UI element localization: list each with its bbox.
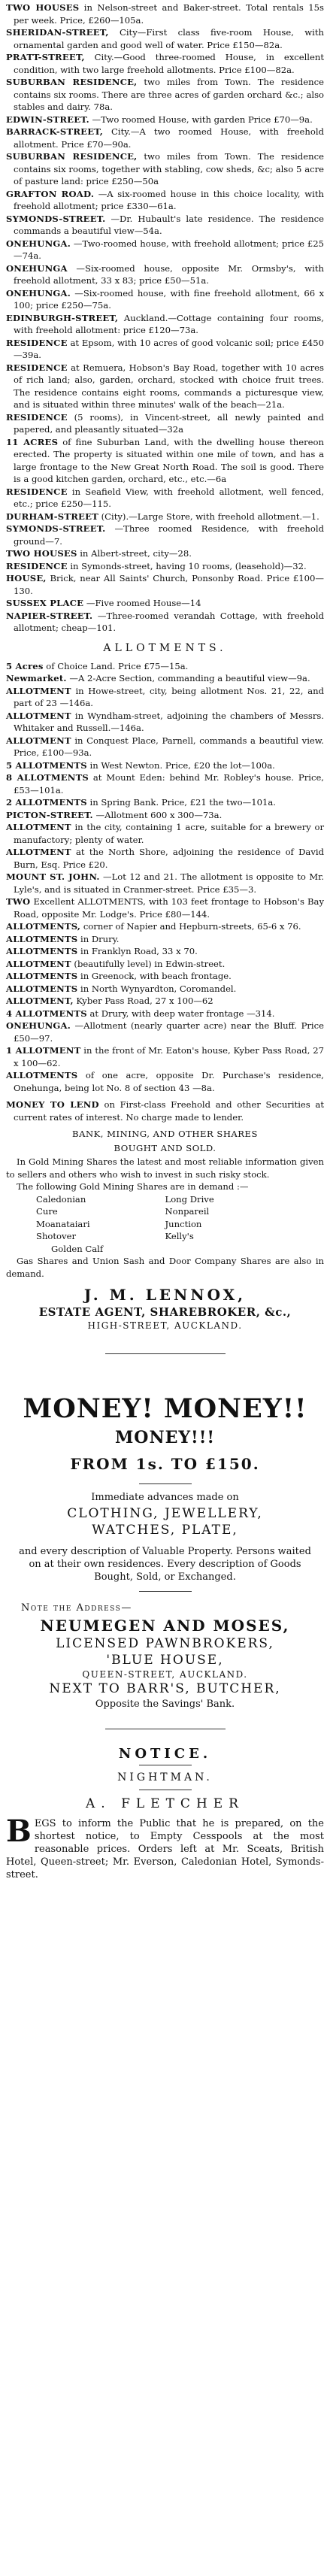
listing-lead: ALLOTMENTS (6, 983, 78, 994)
listing-text: in Franklyn Road, 33 x 70. (80, 946, 198, 956)
listing-item (6, 51, 324, 76)
share-item: Kelly's (165, 1231, 194, 1241)
listing-lead: ALLOTMENT, (6, 996, 74, 1006)
listing-text: in Wyndham-street, adjoining the chambers of Messrs. Whitaker and Russell.—146a. (14, 710, 325, 733)
share-item: Long Drive (165, 1193, 214, 1205)
listing-item (6, 597, 324, 610)
listing-lead: ALLOTMENT (6, 735, 71, 746)
listing-text: two miles from Town. The residence contains six rooms, together with stabling, cow sheds, &c; also 5 acre of pasture land: price £250—50a (14, 151, 324, 186)
listing-item (6, 287, 324, 312)
listing-text: in North Wynyardton, Coromandel. (80, 983, 237, 994)
listing-text: (City).—Large Store, with freehold allotment.—1. (101, 511, 319, 522)
listing-text: on First-class Freehold and other Securities at current rates of interest. No charge made to lender. (14, 1099, 324, 1123)
listing-lead: SYMONDS-STREET. (6, 523, 106, 534)
listing-text: two miles from Town. The residence contains six rooms. There are three acres of garden orchard &c.; also stables and dairy. 78a. (14, 77, 324, 112)
lennox-title: ESTATE AGENT, SHAREBROKER, &c., (38, 1305, 292, 1319)
listing-lead: EDWIN-STREET. (6, 114, 89, 125)
money-title-2: MONEY!!! (114, 1428, 216, 1447)
listing-item (6, 2, 324, 26)
nightman-heading: NIGHTMAN. (117, 1771, 213, 1784)
share-item: Cure (36, 1206, 58, 1217)
listing-text: —Two-roomed house, with freehold allotment; price £25—74a. (14, 238, 325, 261)
listing-lead: 1 ALLOTMENT (6, 1045, 81, 1056)
note-lead: Note the Address (21, 1602, 122, 1614)
listing-text: —Allotment 600 x 300—73a. (95, 809, 223, 820)
listing-item (6, 238, 324, 262)
advances-line: Immediate advances made on (91, 1492, 239, 1503)
listing-item (6, 759, 324, 772)
listing-item (6, 945, 324, 958)
listing-text: of Choice Land. Price £75—15a. (46, 660, 189, 671)
listing-lead: GRAFTON ROAD. (6, 188, 95, 199)
listing-lead: ALLOTMENT (6, 710, 71, 721)
notice-body-text: EGS to inform the Public that he is prepared, on the shortest notice, to Empty Cesspools at the most reasonable prices. Orders left at Mr. Sceats, British Hotel, Queen-street; Mr. Everson, Caledonian Hotel, Symonds-street. (6, 1818, 324, 1880)
listing-text: —Three-roomed verandah Cottage, with freehold allotment; cheap—101. (14, 610, 324, 633)
drop-cap: B (6, 1814, 32, 1849)
gold-mining-paragraph: In Gold Mining Shares the latest and most reliable information given to sellers and others who wish to invest in such risky stock. (6, 1156, 324, 1180)
listing-item (6, 846, 324, 871)
money-description: and every description of Valuable Property. Persons waited on at their own residences. Every description of Goods Bought, Sold, or Exchanged. (19, 1546, 311, 1583)
blue-house: 'BLUE HOUSE, (106, 1653, 224, 1668)
listing-lead: SUBURBAN RESIDENCE, (6, 151, 138, 162)
listing-item (6, 896, 324, 920)
listing-lead: SHERIDAN-STREET, (6, 27, 109, 38)
listing-text: in the city, containing 1 acre, suitable for a brewery or manufactory; plenty of water. (14, 822, 325, 845)
listing-text: City.—A two roomed House, with freehold allotment. Price £70—90a. (14, 126, 324, 150)
listing-lead: RESIDENCE (6, 337, 68, 348)
listing-text: at Mount Eden: behind Mr. Robley's house. Price, £53—101a. (14, 772, 324, 796)
listing-item (6, 871, 324, 896)
listing-text: City.—Good three-roomed House, in excellent condition, with two large freehold allotments. Price £100—82a. (14, 52, 324, 75)
listing-item (6, 1044, 324, 1069)
listing-lead: ALLOTMENT (6, 847, 71, 857)
listing-item (6, 560, 324, 573)
listing-text: —Three roomed Residence, with freehold ground—7. (14, 523, 324, 547)
listing-item (6, 995, 324, 1008)
listing-lead: PRATT-STREET, (6, 52, 85, 62)
listing-lead: 2 ALLOTMENTS (6, 797, 87, 808)
share-item: Caledonian (36, 1193, 86, 1205)
listing-text: in Conquest Place, Parnell, commands a beautiful view. Price, £100—93a. (14, 735, 324, 758)
listing-lead: ONEHUNGA. (6, 287, 71, 299)
bank-shares-heading-2: BOUGHT AND SOLD. (114, 1142, 216, 1153)
listing-item (6, 150, 324, 188)
listing-item (6, 114, 324, 126)
opposite-bank: Opposite the Savings' Bank. (95, 1699, 235, 1710)
listing-text: —A 2-Acre Section, commanding a beautiful view—9a. (69, 673, 310, 683)
listing-item (6, 796, 324, 809)
listing-item (6, 1020, 324, 1044)
listing-lead: ALLOTMENT (6, 958, 71, 969)
shares-intro: The following Gold Mining Shares are in demand :— (17, 1181, 249, 1192)
lennox-address: HIGH-STREET, AUCKLAND. (87, 1320, 243, 1331)
listing-item (6, 26, 324, 51)
listing-text: at Remuera, Hobson's Bay Road, together with 10 acres of rich land; also, garden, orchard, stocked with choice fruit trees. The residence contains eight rooms, commands a picturesque view, and is situated within three minutes' walk of the beach—21a. (14, 362, 324, 410)
listing-item (6, 126, 324, 150)
listing-text: in Albert-street, city—28. (80, 548, 192, 559)
listing-lead: ONEHUNGA. (6, 238, 71, 249)
listing-item (6, 511, 324, 523)
allotments-heading: ALLOTMENTS. (103, 641, 227, 654)
divider (139, 1591, 192, 1592)
listing-lead: RESIDENCE (6, 560, 68, 571)
listing-lead: ALLOTMENT (6, 822, 71, 832)
listing-item (6, 610, 324, 635)
allotment-listings (6, 660, 324, 1095)
listing-lead: MOUNT ST. JOHN. (6, 871, 100, 882)
share-item: Golden Calf (51, 1243, 104, 1254)
listing-lead: ALLOTMENT (6, 685, 71, 696)
money-range: FROM 1s. TO £150. (70, 1455, 260, 1473)
listing-lead: 8 ALLOTMENTS (6, 772, 89, 783)
street-address: QUEEN-STREET, AUCKLAND. (82, 1669, 248, 1680)
listing-lead: ALLOTMENTS (6, 1070, 78, 1080)
listing-item (6, 486, 324, 511)
fletcher-name: A. FLETCHER (86, 1796, 244, 1811)
lennox-name: J. M. LENNOX, (83, 1286, 247, 1304)
listing-text: in Howe-street, city, being allotment Nos. 21, 22, and part of 23 —146a. (14, 685, 324, 708)
listing-item (6, 213, 324, 238)
listing-text: in West Newton. Price, £20 the lot—100a. (89, 759, 275, 771)
listing-text: (beautifully level) in Edwin-street. (74, 958, 226, 969)
share-item: Moanataiari (36, 1218, 90, 1229)
listing-text: in Spring Bank. Price, £21 the two—101a. (89, 797, 276, 808)
listing-text: —Five roomed House—14 (86, 598, 201, 608)
listing-lead: DURHAM-STREET (6, 511, 98, 522)
listing-text: —Six-roomed house, opposite Mr. Ormsby's, with freehold allotment, 33 x 83; price £50—51a. (14, 262, 324, 286)
listing-item (6, 710, 324, 735)
estate-listings (6, 2, 324, 635)
listing-lead: SUBURBAN RESIDENCE, (6, 77, 138, 87)
listing-text: in the front of Mr. Eaton's house, Kyber Pass Road, 27 x 100—62. (14, 1045, 324, 1068)
listing-lead: 5 Acres (6, 660, 44, 671)
listing-lead: HOUSE, (6, 573, 47, 583)
listing-lead: TWO (6, 896, 31, 907)
listing-item (6, 735, 324, 759)
listing-item (6, 188, 324, 213)
listing-text: —Dr. Hubault's late residence. The residence commands a beautiful view—54a. (14, 213, 324, 236)
listing-text: at Drury, with deep water frontage —314. (89, 1008, 275, 1019)
money-title: MONEY! MONEY!! (23, 1393, 307, 1424)
listing-text: Excellent ALLOTMENTS, with 103 feet frontage to Hobson's Bay Road, opposite Mr. Lodge's. Price £80—144. (14, 896, 324, 920)
listing-lead: 4 ALLOTMENTS (6, 1008, 87, 1019)
listing-item (6, 933, 324, 946)
firm-name: NEUMEGEN AND MOSES, (40, 1617, 290, 1635)
listing-lead: TWO HOUSES (6, 2, 80, 13)
note-address (6, 1602, 324, 1614)
listing-lead: ONEHUNGA (6, 262, 68, 274)
money-to-lend (6, 1099, 324, 1123)
shares-list (6, 1193, 324, 1256)
listing-lead: ALLOTMENTS, (6, 921, 81, 932)
next-to-barrs: NEXT TO BARR'S, BUTCHER, (49, 1681, 281, 1696)
listing-text: —Six-roomed house, with fine freehold allotment, 66 x 100; price £250—75a. (14, 287, 324, 311)
listing-item (6, 436, 324, 486)
listing-lead: RESIDENCE (6, 362, 68, 373)
listing-text: corner of Napier and Hepburn-streets, 65-6 x 76. (83, 921, 301, 932)
listing-lead: BARRACK-STREET, (6, 126, 104, 137)
notice-body (6, 1814, 324, 1881)
listing-text: (5 rooms), in Vincent-street, all newly painted and papered, and pleasantly situated—32a (14, 411, 324, 435)
listing-item (6, 572, 324, 597)
shares-outro: Gas Shares and Union Sash and Door Company Shares are also in demand. (6, 1256, 324, 1279)
listing-lead: 5 ALLOTMENTS (6, 759, 87, 771)
listing-lead: RESIDENCE (6, 486, 68, 497)
listing-item (6, 672, 324, 685)
listing-item (6, 821, 324, 846)
listing-item (6, 958, 324, 971)
listing-lead: PICTON-STREET. (6, 809, 93, 820)
listing-lead: ALLOTMENTS (6, 933, 78, 944)
listing-text: in Drury. (80, 933, 120, 944)
listing-item (6, 523, 324, 547)
listing-text: of fine Suburban Land, with the dwelling house thereon erected. The property is situated within one mile of town, and has a large frontage to the New Great North Road. The soil is good. There is a good kitchen garden, orchard, etc., etc.—6a (14, 436, 324, 484)
listing-item (6, 809, 324, 822)
listing-item (6, 660, 324, 673)
listing-item (6, 771, 324, 796)
share-item: Shotover (36, 1231, 76, 1241)
note-rest: — (121, 1602, 132, 1614)
listing-lead: ALLOTMENTS (6, 971, 78, 981)
listing-lead: Newmarket. (6, 673, 67, 683)
listing-lead: SUSSEX PLACE (6, 598, 84, 608)
listing-text: at Epsom, with 10 acres of good volcanic soil; price £450—39a. (14, 337, 324, 360)
licensed-pawnbrokers: LICENSED PAWNBROKERS, (56, 1636, 274, 1651)
goods-line-2: WATCHES, PLATE, (92, 1523, 238, 1538)
listing-text: —A six-roomed house in this choice locality, with freehold allotment; price £330—61a. (14, 188, 324, 211)
listing-lead: NAPIER-STREET. (6, 610, 93, 621)
listing-item (6, 312, 324, 337)
listing-item (6, 920, 324, 933)
listing-text: —Lot 12 and 21. The allotment is opposite to Mr. Lyle's, and is situated in Cranmer-street. Price £35—3. (14, 871, 325, 895)
listing-lead: 11 ACRES (6, 436, 59, 447)
share-item: Junction (165, 1218, 202, 1229)
listing-item (6, 970, 324, 983)
share-item (165, 1243, 295, 1256)
share-item: Nonpareil (165, 1206, 210, 1217)
listing-item (6, 547, 324, 560)
listing-text: in Seafield View, with freehold allotment, well fenced, etc.; price £250—115. (14, 486, 324, 509)
listing-text: of one acre, opposite Dr. Purchase's residence, Onehunga, being lot No. 8 of section 43 —8a. (14, 1070, 324, 1093)
listing-lead: MONEY TO LEND (6, 1099, 99, 1110)
divider (105, 1353, 226, 1354)
listing-text: in Greenock, with beach frontage. (80, 971, 232, 981)
listing-lead: EDINBURGH-STREET, (6, 312, 119, 323)
listing-text: —Two roomed House, with garden Price £70—9a. (92, 114, 313, 125)
listing-text: Auckland.—Cottage containing four rooms, with freehold allotment: price £120—73a. (14, 312, 324, 335)
listing-lead: ALLOTMENTS (6, 946, 78, 956)
notice-title: NOTICE. (118, 1746, 212, 1762)
listing-item (6, 76, 324, 114)
listing-item (6, 1008, 324, 1020)
listing-item (6, 411, 324, 436)
listing-text: City—First class five-room House, with ornamental garden and good well of water. Price £150—82a. (14, 27, 324, 50)
listing-text: Kyber Pass Road, 27 x 100—62 (76, 996, 213, 1006)
listing-text: in Symonds-street, having 10 rooms, (leasehold)—32. (70, 560, 307, 571)
listing-text: in Nelson-street and Baker-street. Total rentals 15s per week. Price, £260—105a. (14, 2, 324, 26)
listing-item (6, 983, 324, 996)
listing-item (6, 1069, 324, 1094)
listing-text: Brick, near All Saints' Church, Ponsonby Road. Price £100—130. (14, 573, 324, 596)
listing-item (6, 337, 324, 362)
listing-text: at the North Shore, adjoining the residence of David Burn, Esq. Price £20. (14, 847, 324, 870)
goods-line-1: CLOTHING, JEWELLERY, (67, 1506, 263, 1521)
listing-text: —Allotment (nearly quarter acre) near the Bluff. Price £50—97. (14, 1020, 324, 1044)
listing-lead: ONEHUNGA. (6, 1020, 71, 1031)
listing-lead: SYMONDS-STREET. (6, 213, 106, 224)
bank-shares-heading-1: BANK, MINING, AND OTHER SHARES (72, 1129, 258, 1139)
listing-lead: RESIDENCE (6, 411, 68, 423)
listing-item (6, 685, 324, 710)
listing-item (6, 362, 324, 411)
listing-item (6, 262, 324, 287)
listing-lead: TWO HOUSES (6, 548, 77, 559)
divider (139, 1483, 192, 1484)
